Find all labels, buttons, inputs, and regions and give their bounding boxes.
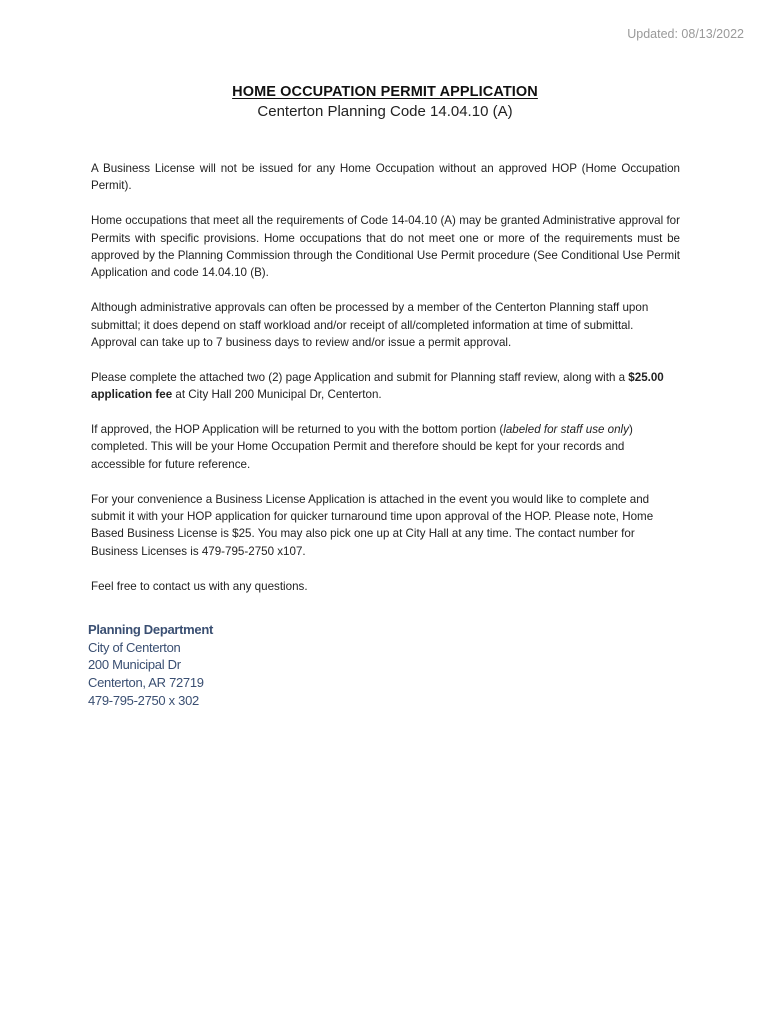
contact-block (88, 621, 213, 710)
staff-use-note: labeled for staff use only (503, 423, 629, 437)
paragraph-approval-return (91, 421, 680, 473)
return-text-before: If approved, the HOP Application will be returned to you with the bottom portion ( (91, 423, 504, 437)
contact-city: City of Centerton (88, 639, 181, 655)
paragraph-approval-time: Although administrative approvals can often be processed by a member of the Centerton Planning staff upon submittal; it does depend on staff workload and/or receipt of all/completed information at time of submittal. Approval can take up to 7 business days to review and/or issue a permit approval. (91, 301, 649, 350)
paragraph-contact-us: Feel free to contact us with any questions. (91, 579, 308, 593)
contact-city-state-zip: Centerton, AR 72719 (88, 675, 204, 691)
contact-department: Planning Department (88, 622, 214, 637)
paragraph-requirements: Home occupations that meet all the requirements of Code 14-04.10 (A) may be granted Administrative approval for Permits with specific provisions. Home occupations that do not meet one or more of the requirements must be approved by the Planning Commission through the Conditional Use Permit procedure (See Conditional Use Permit Application and code 14.04.10 (B). (91, 214, 680, 280)
document-body (91, 160, 680, 612)
title-block (0, 83, 770, 120)
return-text-after: ) completed. This will be your Home Occupation Permit and therefore should be kept for your records and accessible for future reference. (91, 423, 633, 471)
updated-date: Updated: 08/13/2022 (627, 27, 744, 41)
contact-street: 200 Municipal Dr (88, 657, 181, 673)
paragraph-application-fee (91, 369, 680, 404)
fee-text-after: at City Hall 200 Municipal Dr, Centerton. (172, 388, 382, 402)
application-fee: $25.00 application fee (91, 370, 664, 402)
contact-phone: 479-795-2750 x 302 (88, 692, 199, 708)
fee-text-before: Please complete the attached two (2) page Application and submit for Planning staff review, along with a (91, 370, 629, 384)
paragraph-business-license: For your convenience a Business License Application is attached in the event you would like to complete and submit it with your HOP application for quicker turnaround time upon approval of the HOP. Please note, Home Based Business License is $25. You may also pick one up at City Hall at any time. The contact number for Business Licenses is 479-795-2750 x107. (91, 492, 654, 558)
paragraph-license-notice: A Business License will not be issued for any Home Occupation without an approved HOP (Home Occupation Permit). (91, 162, 680, 193)
document-subtitle: Centerton Planning Code 14.04.10 (A) (257, 103, 513, 120)
document-title: HOME OCCUPATION PERMIT APPLICATION (232, 84, 538, 100)
